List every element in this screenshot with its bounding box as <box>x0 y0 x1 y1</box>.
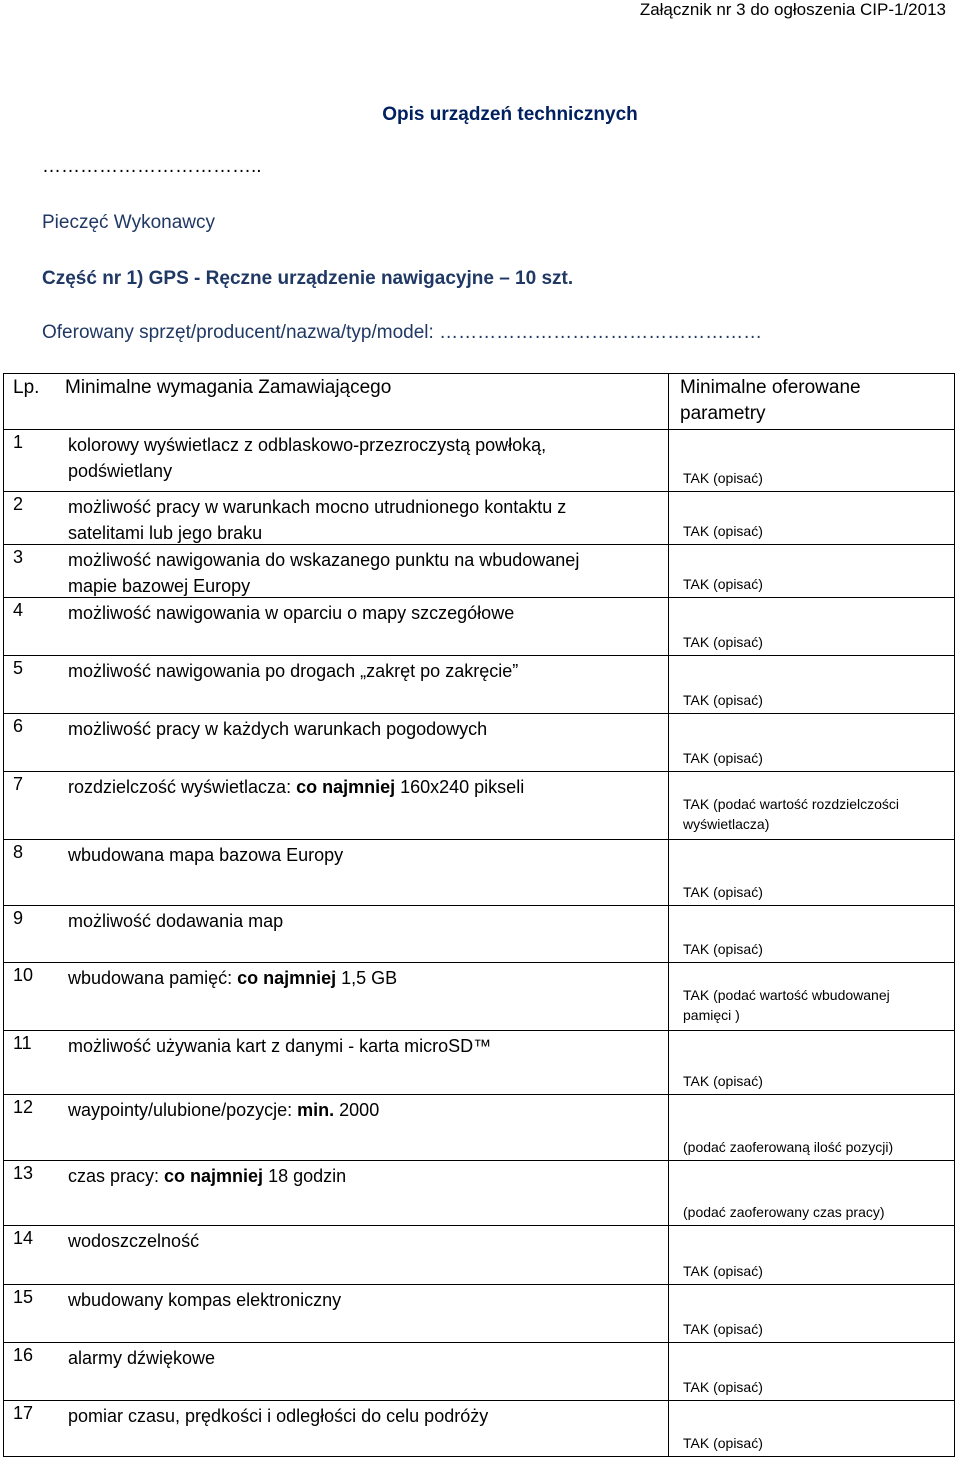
table-row <box>3 1226 955 1285</box>
requirement-text <box>68 600 668 626</box>
table-row <box>3 656 955 714</box>
offered-parameter-line: TAK (podać wartość rozdzielczości <box>683 796 900 812</box>
offered-parameter <box>683 1071 923 1091</box>
requirement-text <box>68 1097 668 1123</box>
offered-parameter-line: wyświetlacza) <box>683 816 770 832</box>
requirement-text <box>68 1345 668 1371</box>
offered-parameter <box>683 748 923 768</box>
row-number: 3 <box>13 547 24 567</box>
offered-dots: …………………………………………… <box>433 322 763 343</box>
requirement-text <box>68 1228 668 1254</box>
offered-parameter-line: TAK (opisać) <box>683 1263 763 1279</box>
offered-parameter <box>683 1137 923 1157</box>
row-number: 6 <box>13 716 24 736</box>
requirement-text <box>68 547 668 599</box>
row-number: 1 <box>13 432 24 452</box>
row-number: 16 <box>13 1345 34 1365</box>
requirement-text <box>68 432 668 484</box>
table-row <box>3 545 955 598</box>
offered-parameter <box>683 882 923 902</box>
requirement-text <box>68 774 668 800</box>
offered-parameter-line: TAK (podać wartość wbudowanej <box>683 987 890 1003</box>
row-number: 17 <box>13 1403 34 1423</box>
row-number: 4 <box>13 600 24 620</box>
col-requirements-header: Minimalne wymagania Zamawiającego <box>65 377 392 398</box>
offered-parameter <box>683 939 923 959</box>
offered-parameter-line: TAK (opisać) <box>683 1073 763 1089</box>
requirement-line: możliwość nawigowania po drogach „zakręt po zakręcie” <box>68 661 519 681</box>
requirement-text-part: 160x240 pikseli <box>395 777 525 797</box>
requirement-line: możliwość pracy w każdych warunkach pogodowych <box>68 719 488 739</box>
requirement-emphasis: co najmniej <box>296 777 396 797</box>
table-row <box>3 598 955 656</box>
offered-parameter <box>683 1319 923 1339</box>
row-number: 12 <box>13 1097 34 1117</box>
row-number: 7 <box>13 774 24 794</box>
table-row <box>3 430 955 492</box>
requirement-emphasis: min. <box>297 1100 335 1120</box>
table-row <box>3 772 955 840</box>
offered-parameter <box>683 985 923 1025</box>
row-number: 14 <box>13 1228 34 1248</box>
part-heading: Część nr 1) GPS - Ręczne urządzenie nawigacyjne – 10 szt. <box>42 268 574 289</box>
offered-parameter <box>683 468 923 488</box>
offered-parameter-line: (podać zaoferowaną ilość pozycji) <box>683 1139 894 1155</box>
table-row <box>3 1031 955 1095</box>
stamp-dots: …………………………….. <box>42 156 262 177</box>
row-number: 13 <box>13 1163 34 1183</box>
offered-parameter <box>683 632 923 652</box>
requirement-text-part: rozdzielczość wyświetlacza: <box>68 777 297 797</box>
requirement-text <box>68 1287 668 1313</box>
table-row <box>3 963 955 1031</box>
col-lp-header: Lp. <box>13 377 40 398</box>
offered-parameter <box>683 1202 923 1222</box>
offered-label: Oferowany sprzęt/producent/nazwa/typ/model: <box>42 322 434 343</box>
requirement-text <box>68 1033 668 1059</box>
row-number: 10 <box>13 965 34 985</box>
offered-parameter <box>683 690 923 710</box>
requirement-line: wbudowana mapa bazowa Europy <box>68 845 344 865</box>
requirement-line: kolorowy wyświetlacz z odblaskowo-przezroczystą powłoką, <box>68 435 547 455</box>
requirement-line: wbudowany kompas elektroniczny <box>68 1290 342 1310</box>
table-row <box>3 714 955 772</box>
col-params-header <box>680 375 861 427</box>
table-row <box>3 1343 955 1401</box>
offered-parameter <box>683 521 923 541</box>
requirement-text <box>68 494 668 546</box>
requirement-text <box>68 1403 668 1429</box>
row-number: 11 <box>13 1033 32 1053</box>
requirement-text-part: wbudowana pamięć: <box>68 968 238 988</box>
offered-line <box>42 322 762 344</box>
offered-parameter-line: TAK (opisać) <box>683 470 763 486</box>
row-number: 5 <box>13 658 24 678</box>
requirement-line: pomiar czasu, prędkości i odległości do celu podróży <box>68 1406 489 1426</box>
offered-parameter-line: TAK (opisać) <box>683 884 763 900</box>
requirement-emphasis: co najmniej <box>164 1166 264 1186</box>
offered-parameter <box>683 574 923 594</box>
requirement-text-part: 1,5 GB <box>336 968 398 988</box>
requirement-text-part: 18 godzin <box>263 1166 347 1186</box>
offered-parameter <box>683 794 923 834</box>
offered-parameter-line: TAK (opisać) <box>683 1435 763 1451</box>
offered-parameter <box>683 1433 923 1453</box>
requirement-line: wodoszczelność <box>68 1231 200 1251</box>
requirement-text <box>68 1163 668 1189</box>
table-row <box>3 840 955 906</box>
offered-parameter-line: pamięci ) <box>683 1007 740 1023</box>
offered-parameter <box>683 1261 923 1281</box>
row-number: 2 <box>13 494 24 514</box>
col-params-header-line2: parametry <box>680 403 766 424</box>
requirement-line: możliwość nawigowania w oparciu o mapy szczegółowe <box>68 603 515 623</box>
requirement-text-part: waypointy/ulubione/pozycje: <box>68 1100 298 1120</box>
offered-parameter-line: TAK (opisać) <box>683 692 763 708</box>
col-params-header-line1: Minimalne oferowane <box>680 377 861 398</box>
requirement-text <box>68 658 668 684</box>
requirement-text <box>68 965 668 991</box>
row-number: 9 <box>13 908 24 928</box>
row-number: 8 <box>13 842 24 862</box>
offered-parameter-line: (podać zaoferowany czas pracy) <box>683 1204 885 1220</box>
offered-parameter-line: TAK (opisać) <box>683 576 763 592</box>
requirement-line: mapie bazowej Europy <box>68 576 251 596</box>
requirement-line: satelitami lub jego braku <box>68 523 263 543</box>
row-number: 15 <box>13 1287 34 1307</box>
requirement-line: możliwość pracy w warunkach mocno utrudnionego kontaktu z <box>68 497 567 517</box>
offered-parameter-line: TAK (opisać) <box>683 1321 763 1337</box>
attachment-label: Załącznik nr 3 do ogłoszenia CIP-1/2013 <box>639 0 946 19</box>
requirement-line: możliwość używania kart z danymi - karta microSD™ <box>68 1036 492 1056</box>
requirement-text-part: 2000 <box>334 1100 380 1120</box>
table-header-row <box>3 373 955 430</box>
offered-parameter-line: TAK (opisać) <box>683 750 763 766</box>
offered-parameter <box>683 1377 923 1397</box>
requirement-text <box>68 908 668 934</box>
requirement-line: podświetlany <box>68 461 173 481</box>
offered-parameter-line: TAK (opisać) <box>683 523 763 539</box>
requirement-line: możliwość nawigowania do wskazanego punktu na wbudowanej <box>68 550 580 570</box>
document-title: Opis urządzeń technicznych <box>382 104 638 125</box>
table-row <box>3 1161 955 1226</box>
offered-parameter-line: TAK (opisać) <box>683 634 763 650</box>
table-row <box>3 906 955 963</box>
stamp-label: Pieczęć Wykonawcy <box>42 212 215 233</box>
requirement-line: alarmy dźwiękowe <box>68 1348 216 1368</box>
requirement-text <box>68 716 668 742</box>
offered-parameter-line: TAK (opisać) <box>683 1379 763 1395</box>
offered-parameter-line: TAK (opisać) <box>683 941 763 957</box>
requirement-text-part: czas pracy: <box>68 1166 165 1186</box>
requirement-line: możliwość dodawania map <box>68 911 284 931</box>
table-row <box>3 1095 955 1161</box>
requirement-emphasis: co najmniej <box>237 968 337 988</box>
requirement-text <box>68 842 668 868</box>
table-row <box>3 1401 955 1457</box>
table-row <box>3 1285 955 1343</box>
table-row <box>3 492 955 545</box>
